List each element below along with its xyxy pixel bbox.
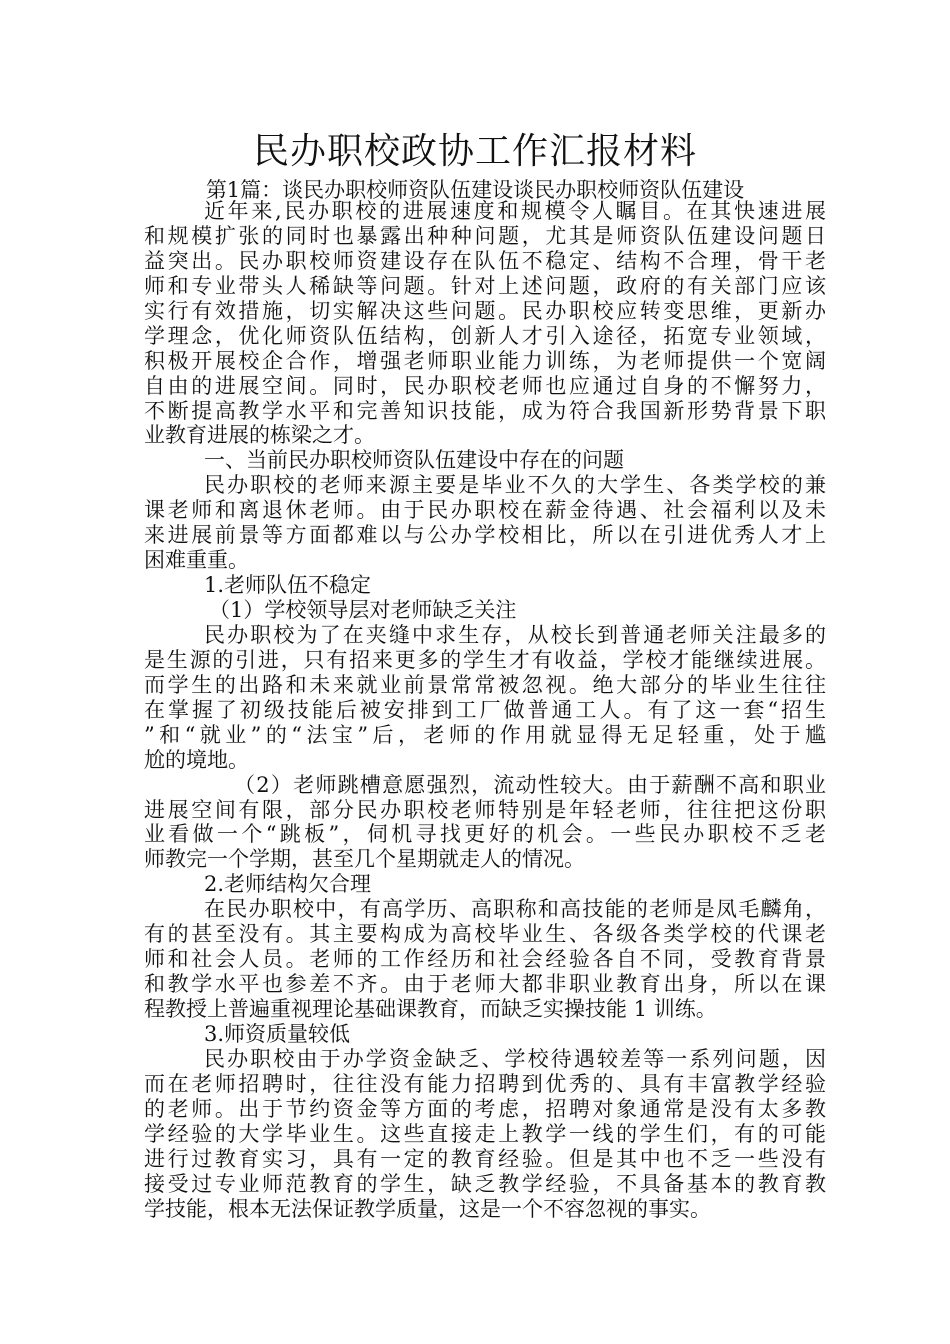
paragraph-line: 进行过教育实习，具有一定的教育经验。但是其中也不乏一些没有 — [144, 1146, 826, 1171]
paragraph-line: 自由的进展空间。同时，民办职校老师也应通过自身的不懈努力， — [144, 373, 826, 398]
paragraph-line: 课老师和离退休老师。由于民办职校在薪金待遇、社会福利以及未 — [144, 498, 826, 523]
paragraph-line: 是生源的引进，只有招来更多的学生才有收益，学校才能继续进展。 — [144, 647, 826, 672]
paragraph-line: 和教学水平也参差不齐。由于老师大都非职业教育出身，所以在课 — [144, 972, 826, 997]
subsection-heading: 1.老师队伍不稳定 — [204, 573, 372, 598]
subsection-heading: （1）学校领导层对老师缺乏关注 — [209, 598, 517, 622]
paragraph-line: 益突出。民办职校师资建设存在队伍不稳定、结构不合理，骨干老 — [144, 248, 826, 273]
paragraph-line: （2）老师跳槽意愿强烈，流动性较大。由于薪酬不高和职业 — [234, 772, 826, 797]
paragraph-line: 业教育进展的栋梁之才。 — [144, 423, 375, 448]
paragraph-line: 学理念，优化师资队伍结构，创新人才引入途径，拓宽专业领域， — [144, 323, 826, 348]
paragraph-line: 程教授上普遍重视理论基础课教育，而缺乏实操技能 1 训练。 — [144, 997, 717, 1021]
paragraph-line: 师教完一个学期，甚至几个星期就走人的情况。 — [144, 847, 585, 872]
paragraph-line: 尬的境地。 — [144, 747, 249, 772]
paragraph-line: 在掌握了初级技能后被安排到工厂做普通工人。有了这一套“招生 — [144, 697, 826, 722]
paragraph-line: 民办职校由于办学资金缺乏、学校待遇较差等一系列问题，因 — [204, 1046, 826, 1071]
paragraph-line: 不断提高教学水平和完善知识技能，成为符合我国新形势背景下职 — [144, 398, 826, 423]
document-body — [144, 199, 826, 1221]
paragraph-line: 学经验的大学毕业生。这些直接走上教学一线的学生们，有的可能 — [144, 1121, 826, 1146]
paragraph-line: 近年来,民办职校的进展速度和规模令人瞩目。在其快速进展 — [204, 199, 826, 223]
paragraph-line: 在民办职校中，有高学历、高职称和高技能的老师是凤毛麟角， — [204, 897, 826, 922]
paragraph-line: 来进展前景等方面都难以与公办学校相比，所以在引进优秀人才上 — [144, 523, 826, 548]
document-subtitle: 第1篇：谈民办职校师资队伍建设谈民办职校师资队伍建设 — [205, 178, 745, 202]
subsection-heading: 2.老师结构欠合理 — [204, 872, 372, 897]
paragraph-line: 学技能，根本无法保证教学质量，这是一个不容忽视的事实。 — [144, 1196, 711, 1221]
paragraph-line: 而在老师招聘时，往往没有能力招聘到优秀的、具有丰富教学经验 — [144, 1071, 826, 1096]
paragraph-line: 实行有效措施，切实解决这些问题。民办职校应转变思维，更新办 — [144, 298, 826, 323]
paragraph-line: 困难重重。 — [144, 548, 249, 573]
paragraph-line: 师和专业带头人稀缺等问题。针对上述问题，政府的有关部门应该 — [144, 273, 826, 298]
paragraph-line: 接受过专业师范教育的学生，缺乏教学经验，不具备基本的教育教 — [144, 1171, 826, 1196]
paragraph-line: 师和社会人员。老师的工作经历和社会经验各自不同，受教育背景 — [144, 947, 826, 972]
document-title: 民办职校政协工作汇报材料 — [252, 131, 697, 172]
section-heading: 一、当前民办职校师资队伍建设中存在的问题 — [204, 448, 624, 473]
paragraph-line: 而学生的出路和未来就业前景常常被忽视。绝大部分的毕业生往往 — [144, 672, 826, 697]
paragraph-line: 民办职校为了在夹缝中求生存，从校长到普通老师关注最多的 — [204, 622, 826, 647]
paragraph-line: 的老师。出于节约资金等方面的考虑，招聘对象通常是没有太多教 — [144, 1096, 826, 1121]
paragraph-line: 民办职校的老师来源主要是毕业不久的大学生、各类学校的兼 — [204, 473, 826, 498]
paragraph-line: ”和“就业”的“法宝”后，老师的作用就显得无足轻重，处于尴 — [144, 722, 826, 747]
paragraph-line: 有的甚至没有。其主要构成为高校毕业生、各级各类学校的代课老 — [144, 922, 826, 947]
paragraph-line: 业看做一个“跳板”，伺机寻找更好的机会。一些民办职校不乏老 — [144, 822, 826, 847]
subsection-heading: 3.师资质量较低 — [204, 1021, 351, 1046]
paragraph-line: 进展空间有限，部分民办职校老师特别是年轻老师，往往把这份职 — [144, 797, 826, 822]
paragraph-line: 积极开展校企合作，增强老师职业能力训练，为老师提供一个宽阔 — [144, 348, 826, 373]
paragraph-line: 和规模扩张的同时也暴露出种种问题，尤其是师资队伍建设问题日 — [144, 223, 826, 248]
